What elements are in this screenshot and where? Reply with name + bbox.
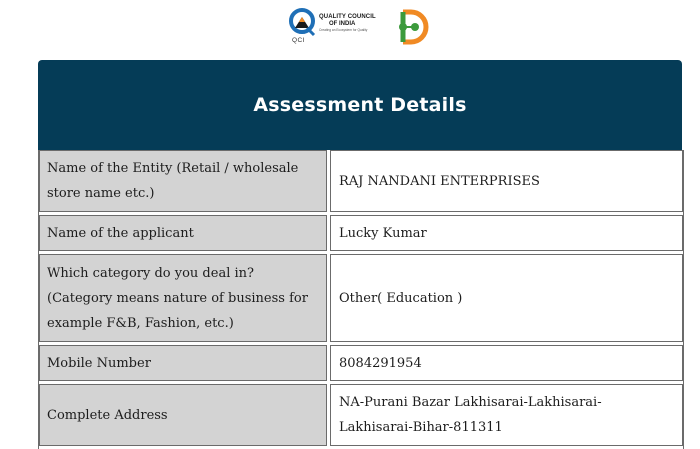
category-label: Which category do you deal in? (Category means nature of business for example F&B, Fashion, etc.) [39,254,327,342]
address-label: Complete Address [39,384,327,446]
d-brand-logo-icon [393,8,431,46]
logo-bar [0,6,700,48]
assessment-details-table [38,150,684,449]
mobile-number-label: Mobile Number [39,345,327,381]
table-row [39,215,683,254]
category-value: Other( Education ) [330,254,683,342]
address-value: NA-Purani Bazar Lakhisarai-Lakhisarai-Lakhisarai-Bihar-811311 [330,384,683,446]
assessment-header [38,60,682,150]
qci-line-1: QUALITY COUNCIL [319,14,376,20]
table-row [39,345,683,384]
applicant-name-value: Lucky Kumar [330,215,683,251]
applicant-name-label: Name of the applicant [39,215,327,251]
table-row [39,384,683,449]
qci-line-2: OF INDIA [329,21,356,27]
qci-logo [289,8,389,46]
entity-name-value: RAJ NANDANI ENTERPRISES [330,150,683,212]
mobile-number-value: 8084291954 [330,345,683,381]
entity-name-label: Name of the Entity (Retail / wholesale store name etc.) [39,150,327,212]
qci-wordmark [319,14,391,33]
qci-abbr-text: QCI [292,37,306,44]
table-row [39,150,683,215]
page-title: Assessment Details [253,94,467,116]
qci-tagline: Creating an Ecosystem for Quality [319,28,368,32]
table-row [39,254,683,345]
